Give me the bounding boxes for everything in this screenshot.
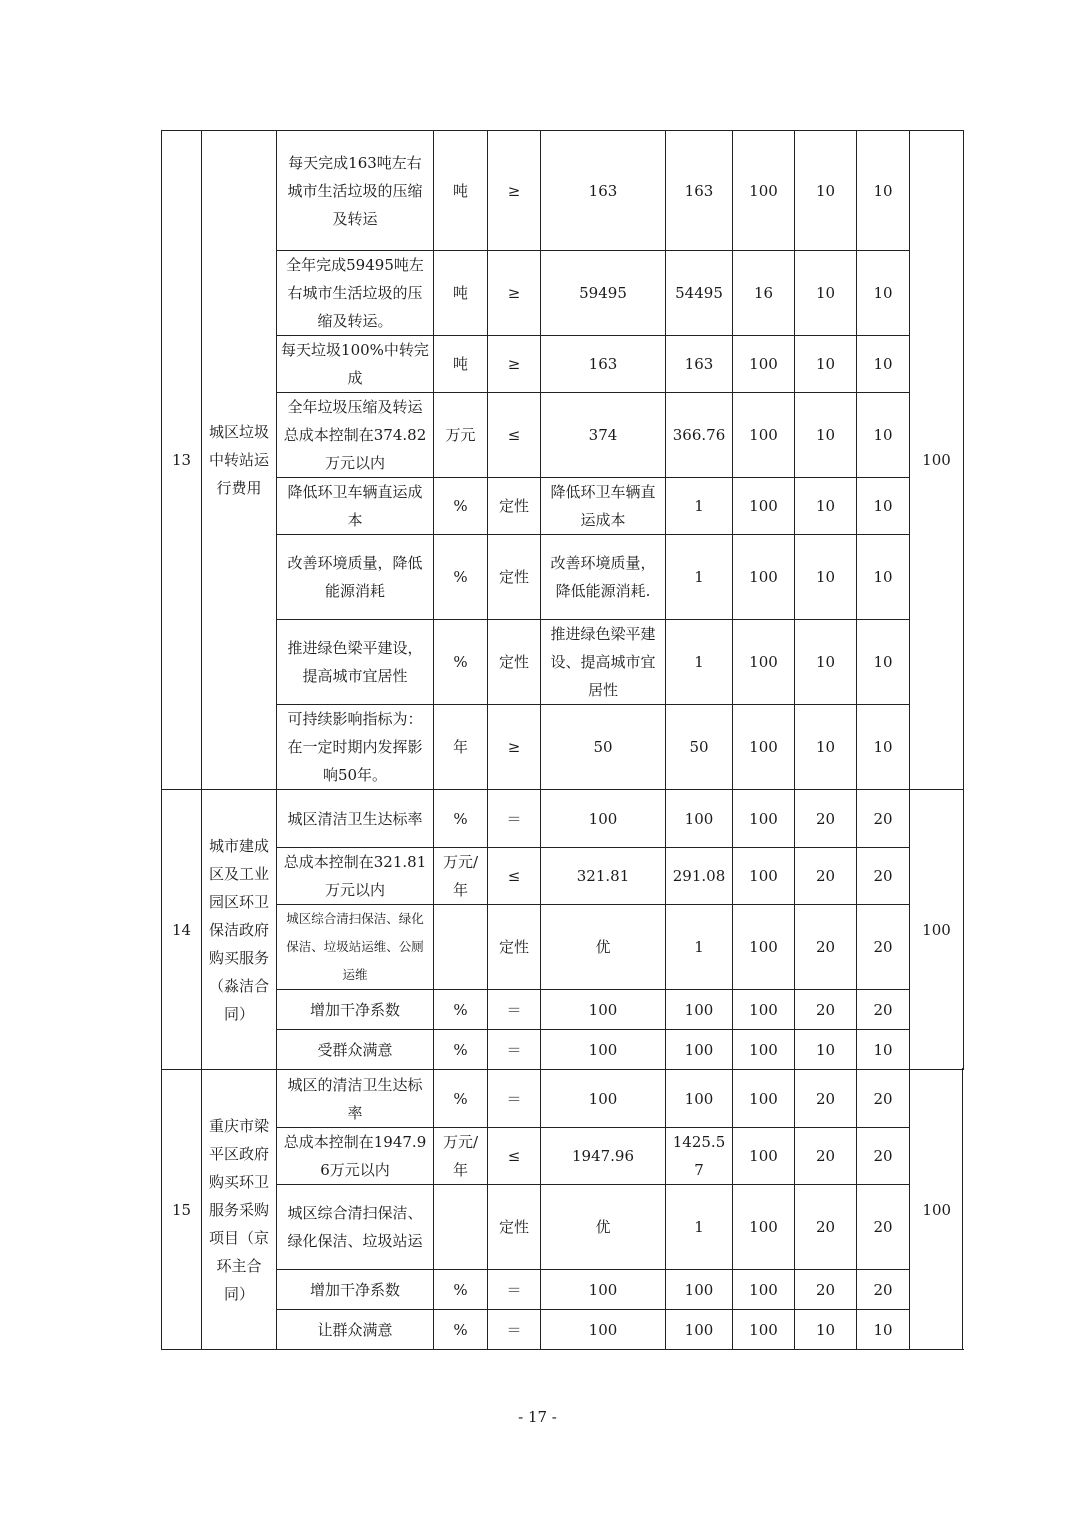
score-got-cell: 20 <box>857 1185 910 1270</box>
target-cell: 1947.96 <box>541 1128 666 1185</box>
score-got-cell: 20 <box>857 848 910 905</box>
actual-cell: 100 <box>666 790 733 848</box>
unit-cell: 吨 <box>434 251 488 336</box>
operator-cell: ＝ <box>488 1070 541 1128</box>
target-cell: 100 <box>541 990 666 1030</box>
table-row <box>162 393 964 478</box>
completion-rate-cell: 100 <box>733 1270 795 1310</box>
operator-cell: ≤ <box>488 393 541 478</box>
unit-cell: % <box>434 790 488 848</box>
table-row <box>162 705 964 790</box>
completion-rate-cell: 100 <box>733 990 795 1030</box>
table-row <box>162 251 964 336</box>
project-name-cell: 城区垃圾中转站运行费用 <box>202 131 277 790</box>
target-cell: 374 <box>541 393 666 478</box>
indicator-cell: 城区综合清扫保洁、绿化保洁、垃圾站运 <box>277 1185 434 1270</box>
completion-rate-cell: 100 <box>733 1070 795 1128</box>
page-number: - 17 - <box>518 1408 557 1426</box>
score-got-cell: 20 <box>857 1270 910 1310</box>
operator-cell: ≥ <box>488 251 541 336</box>
table-row <box>162 478 964 535</box>
unit-cell: % <box>434 1030 488 1070</box>
weight-cell: 20 <box>795 790 857 848</box>
target-cell: 改善环境质量，降低能源消耗. <box>541 535 666 620</box>
target-cell: 163 <box>541 131 666 251</box>
target-cell: 优 <box>541 905 666 990</box>
score-got-cell: 20 <box>857 990 910 1030</box>
actual-cell: 100 <box>666 1070 733 1128</box>
table-row <box>162 1128 964 1185</box>
target-cell: 50 <box>541 705 666 790</box>
operator-cell: 定性 <box>488 478 541 535</box>
unit-cell: 万元 <box>434 393 488 478</box>
table-row <box>162 1185 964 1270</box>
target-cell: 100 <box>541 1270 666 1310</box>
project-name-cell: 重庆市梁平区政府购买环卫服务采购项目（京环主合同） <box>202 1070 277 1350</box>
actual-cell: 1 <box>666 905 733 990</box>
unit-cell: % <box>434 535 488 620</box>
table-row <box>162 535 964 620</box>
completion-rate-cell: 100 <box>733 705 795 790</box>
operator-cell: ＝ <box>488 990 541 1030</box>
target-cell: 59495 <box>541 251 666 336</box>
completion-rate-cell: 100 <box>733 1030 795 1070</box>
project-name-cell: 城市建成区及工业园区环卫保洁政府购买服务（淼洁合同） <box>202 790 277 1070</box>
actual-cell: 1 <box>666 620 733 705</box>
weight-cell: 20 <box>795 1070 857 1128</box>
weight-cell: 10 <box>795 705 857 790</box>
score-got-cell: 10 <box>857 1030 910 1070</box>
completion-rate-cell: 100 <box>733 620 795 705</box>
actual-cell: 100 <box>666 1270 733 1310</box>
operator-cell: 定性 <box>488 905 541 990</box>
completion-rate-cell: 16 <box>733 251 795 336</box>
completion-rate-cell: 100 <box>733 1310 795 1350</box>
score-got-cell: 10 <box>857 1310 910 1350</box>
weight-cell: 10 <box>795 620 857 705</box>
table-row <box>162 1030 964 1070</box>
indicator-cell: 每天垃圾100%中转完成 <box>277 336 434 393</box>
total-score-cell: 100 <box>910 131 964 790</box>
actual-cell: 291.08 <box>666 848 733 905</box>
score-got-cell: 10 <box>857 131 910 251</box>
target-cell: 321.81 <box>541 848 666 905</box>
weight-cell: 10 <box>795 478 857 535</box>
completion-rate-cell: 100 <box>733 848 795 905</box>
score-got-cell: 10 <box>857 251 910 336</box>
score-got-cell: 10 <box>857 620 910 705</box>
table-right-edge <box>962 1068 963 1350</box>
actual-cell: 1 <box>666 535 733 620</box>
unit-cell <box>434 1185 488 1270</box>
target-cell: 降低环卫车辆直运成本 <box>541 478 666 535</box>
actual-cell: 1425.57 <box>666 1128 733 1185</box>
actual-cell: 366.76 <box>666 393 733 478</box>
table-row <box>162 1270 964 1310</box>
weight-cell: 20 <box>795 990 857 1030</box>
score-got-cell: 20 <box>857 905 910 990</box>
weight-cell: 10 <box>795 535 857 620</box>
operator-cell: ＝ <box>488 1030 541 1070</box>
table-row <box>162 905 964 990</box>
actual-cell: 1 <box>666 478 733 535</box>
unit-cell: 年 <box>434 705 488 790</box>
score-got-cell: 10 <box>857 336 910 393</box>
unit-cell: 万元/年 <box>434 848 488 905</box>
indicator-cell: 受群众满意 <box>277 1030 434 1070</box>
indicator-cell: 可持续影响指标为：在一定时期内发挥影响50年。 <box>277 705 434 790</box>
unit-cell: 吨 <box>434 336 488 393</box>
unit-cell: % <box>434 478 488 535</box>
weight-cell: 20 <box>795 848 857 905</box>
total-score-cell: 100 <box>910 790 964 1070</box>
indicator-cell: 让群众满意 <box>277 1310 434 1350</box>
target-cell: 100 <box>541 1030 666 1070</box>
indicator-cell: 全年完成59495吨左右城市生活垃圾的压缩及转运。 <box>277 251 434 336</box>
performance-table <box>161 130 964 1350</box>
target-cell: 100 <box>541 1310 666 1350</box>
weight-cell: 20 <box>795 905 857 990</box>
completion-rate-cell: 100 <box>733 535 795 620</box>
row-number-cell: 15 <box>162 1070 202 1350</box>
score-got-cell: 20 <box>857 1070 910 1128</box>
weight-cell: 10 <box>795 131 857 251</box>
unit-cell: 吨 <box>434 131 488 251</box>
operator-cell: 定性 <box>488 535 541 620</box>
target-cell: 100 <box>541 1070 666 1128</box>
actual-cell: 163 <box>666 336 733 393</box>
score-got-cell: 10 <box>857 535 910 620</box>
table-row <box>162 990 964 1030</box>
score-got-cell: 20 <box>857 790 910 848</box>
table-row <box>162 131 964 251</box>
completion-rate-cell: 100 <box>733 790 795 848</box>
table-row <box>162 848 964 905</box>
unit-cell: % <box>434 1270 488 1310</box>
weight-cell: 10 <box>795 1030 857 1070</box>
completion-rate-cell: 100 <box>733 1185 795 1270</box>
indicator-cell: 推进绿色梁平建设，提高城市宜居性 <box>277 620 434 705</box>
target-cell: 推进绿色梁平建设、提高城市宜居性 <box>541 620 666 705</box>
target-cell: 100 <box>541 790 666 848</box>
indicator-cell: 增加干净系数 <box>277 1270 434 1310</box>
completion-rate-cell: 100 <box>733 478 795 535</box>
weight-cell: 20 <box>795 1185 857 1270</box>
operator-cell: 定性 <box>488 620 541 705</box>
weight-cell: 20 <box>795 1270 857 1310</box>
operator-cell: ≤ <box>488 848 541 905</box>
target-cell: 163 <box>541 336 666 393</box>
table-row <box>162 790 964 848</box>
unit-cell: % <box>434 1070 488 1128</box>
indicator-cell: 城区综合清扫保洁、绿化保洁、垃圾站运维、公厕运维 <box>277 905 434 990</box>
indicator-cell: 总成本控制在321.81万元以内 <box>277 848 434 905</box>
table-row <box>162 336 964 393</box>
actual-cell: 54495 <box>666 251 733 336</box>
unit-cell: 万元/年 <box>434 1128 488 1185</box>
total-score-cell: 100 <box>910 1070 964 1350</box>
table-row <box>162 1070 964 1128</box>
actual-cell: 163 <box>666 131 733 251</box>
actual-cell: 50 <box>666 705 733 790</box>
weight-cell: 10 <box>795 336 857 393</box>
completion-rate-cell: 100 <box>733 905 795 990</box>
indicator-cell: 总成本控制在1947.96万元以内 <box>277 1128 434 1185</box>
operator-cell: ≥ <box>488 705 541 790</box>
actual-cell: 100 <box>666 990 733 1030</box>
row-number-cell: 14 <box>162 790 202 1070</box>
completion-rate-cell: 100 <box>733 131 795 251</box>
table-row <box>162 1310 964 1350</box>
target-cell: 优 <box>541 1185 666 1270</box>
completion-rate-cell: 100 <box>733 393 795 478</box>
weight-cell: 10 <box>795 393 857 478</box>
operator-cell: ≤ <box>488 1128 541 1185</box>
indicator-cell: 降低环卫车辆直运成本 <box>277 478 434 535</box>
indicator-cell: 改善环境质量，降低能源消耗 <box>277 535 434 620</box>
indicator-cell: 每天完成163吨左右城市生活垃圾的压缩及转运 <box>277 131 434 251</box>
unit-cell: % <box>434 620 488 705</box>
indicator-cell: 全年垃圾压缩及转运总成本控制在374.82万元以内 <box>277 393 434 478</box>
unit-cell: % <box>434 990 488 1030</box>
actual-cell: 100 <box>666 1030 733 1070</box>
actual-cell: 1 <box>666 1185 733 1270</box>
unit-cell <box>434 905 488 990</box>
score-got-cell: 20 <box>857 1128 910 1185</box>
score-got-cell: 10 <box>857 478 910 535</box>
operator-cell: ＝ <box>488 790 541 848</box>
operator-cell: ＝ <box>488 1310 541 1350</box>
score-got-cell: 10 <box>857 705 910 790</box>
table-row <box>162 620 964 705</box>
operator-cell: ≥ <box>488 131 541 251</box>
score-got-cell: 10 <box>857 393 910 478</box>
indicator-cell: 城区清洁卫生达标率 <box>277 790 434 848</box>
weight-cell: 10 <box>795 1310 857 1350</box>
indicator-cell: 城区的清洁卫生达标率 <box>277 1070 434 1128</box>
completion-rate-cell: 100 <box>733 1128 795 1185</box>
row-number-cell: 13 <box>162 131 202 790</box>
operator-cell: 定性 <box>488 1185 541 1270</box>
unit-cell: % <box>434 1310 488 1350</box>
weight-cell: 20 <box>795 1128 857 1185</box>
completion-rate-cell: 100 <box>733 336 795 393</box>
actual-cell: 100 <box>666 1310 733 1350</box>
indicator-cell: 增加干净系数 <box>277 990 434 1030</box>
operator-cell: ＝ <box>488 1270 541 1310</box>
weight-cell: 10 <box>795 251 857 336</box>
operator-cell: ≥ <box>488 336 541 393</box>
